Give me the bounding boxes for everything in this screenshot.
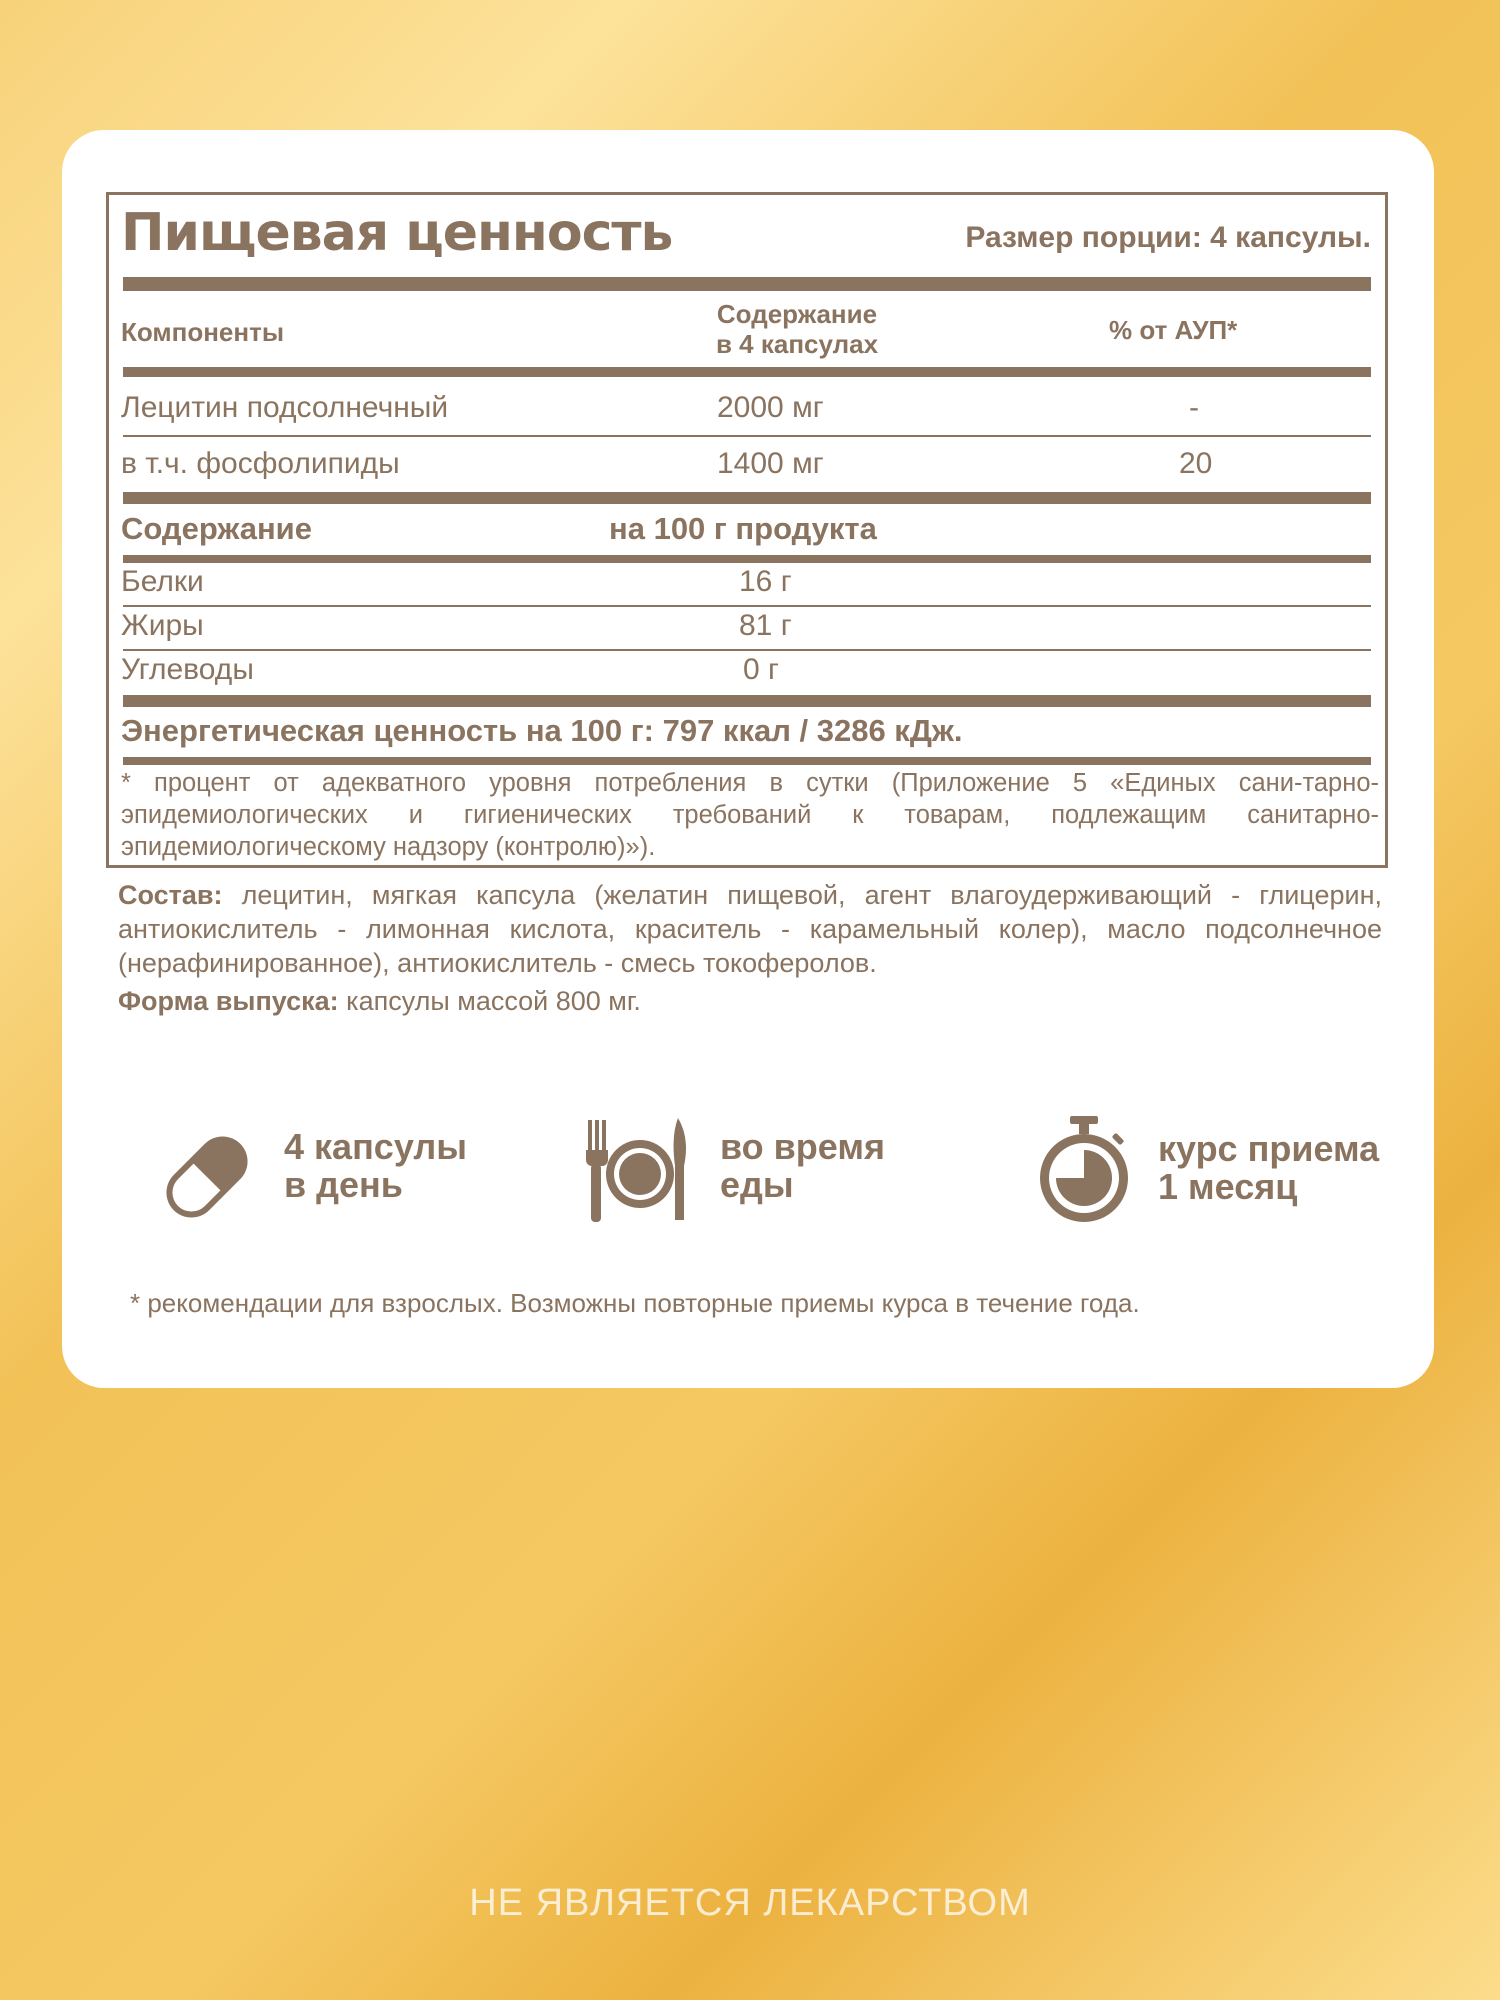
divider-thick bbox=[123, 695, 1371, 707]
course-line2: 1 месяц bbox=[1158, 1166, 1298, 1207]
macro-name: Белки bbox=[121, 565, 204, 598]
course-text bbox=[1158, 1130, 1379, 1206]
composition-label: Состав: bbox=[118, 880, 223, 910]
divider-thick bbox=[123, 492, 1371, 504]
macro-name: Жиры bbox=[121, 609, 204, 642]
recommendation-note: * рекомендации для взрослых. Возможны повторные приемы курса в течение года. bbox=[130, 1288, 1140, 1318]
header-content-line2: в 4 капсулах bbox=[715, 329, 879, 359]
row-percent: - bbox=[1189, 391, 1199, 424]
header-components: Компоненты bbox=[121, 317, 285, 347]
divider-header bbox=[123, 367, 1371, 377]
divider-row bbox=[123, 649, 1371, 651]
nutrition-facts-panel bbox=[106, 192, 1388, 868]
info-card bbox=[62, 130, 1434, 1388]
release-form-label: Форма выпуска: bbox=[118, 986, 339, 1016]
plate-cutlery-icon bbox=[582, 1114, 694, 1226]
row-percent: 20 bbox=[1179, 447, 1213, 480]
content-label: Содержание bbox=[121, 511, 312, 546]
composition-value: лецитин, мягкая капсула (желатин пищевой, агент влагоудерживающий - глицерин, антиокислитель - лимонная кислота, краситель - карамельный колер), масло подсолнечное (нерафинированное), антиокислитель - смесь токоферолов. bbox=[118, 880, 1382, 978]
row-amount: 2000 мг bbox=[717, 391, 824, 424]
macro-value: 81 г bbox=[739, 609, 792, 642]
capsule-icon bbox=[152, 1122, 262, 1232]
divider-medium bbox=[123, 555, 1371, 563]
nutrition-title: Пищевая ценность bbox=[121, 203, 673, 263]
release-form-value: капсулы массой 800 мг. bbox=[338, 986, 641, 1016]
course-line1: курс приема bbox=[1158, 1128, 1380, 1169]
row-amount: 1400 мг bbox=[717, 447, 824, 480]
energy-value: Энергетическая ценность на 100 г: 797 ккал / 3286 кДж. bbox=[121, 713, 963, 748]
dose-text bbox=[284, 1128, 467, 1204]
release-form bbox=[118, 984, 1382, 1018]
usage-icons-row bbox=[62, 1126, 1434, 1310]
serving-size: Размер порции: 4 капсулы. bbox=[965, 221, 1371, 254]
header-content bbox=[677, 299, 917, 359]
not-a-medicine-disclaimer: НЕ ЯВЛЯЕТСЯ ЛЕКАРСТВОМ bbox=[469, 1882, 1031, 1924]
meal-line2: еды bbox=[720, 1164, 794, 1205]
footnote: * процент от адекватного уровня потребления в сутки (Приложение 5 «Единых сани-тарно-эпидемиологических и гигиенических требований к товарам, подлежащим санитарно-эпидемиологическому надзору (контролю)»). bbox=[121, 769, 1379, 861]
stopwatch-icon bbox=[1034, 1114, 1134, 1226]
dose-line2: в день bbox=[284, 1164, 403, 1205]
macro-name: Углеводы bbox=[121, 653, 254, 686]
composition-text bbox=[118, 878, 1382, 980]
divider-row bbox=[123, 435, 1371, 437]
divider-row bbox=[123, 605, 1371, 607]
meal-line1: во время bbox=[720, 1126, 885, 1167]
dose-line1: 4 капсулы bbox=[284, 1126, 467, 1167]
meal-text bbox=[720, 1128, 885, 1204]
divider-medium bbox=[123, 757, 1371, 765]
macro-value: 0 г bbox=[743, 653, 779, 686]
row-name: Лецитин подсолнечный bbox=[121, 391, 449, 424]
macro-value: 16 г bbox=[739, 565, 792, 598]
row-name: в т.ч. фосфолипиды bbox=[121, 447, 400, 480]
composition-block bbox=[118, 878, 1382, 1018]
content-per-100g: на 100 г продукта bbox=[609, 511, 877, 546]
divider-thick bbox=[123, 277, 1371, 291]
header-content-line1: Содержание bbox=[716, 299, 878, 329]
header-percent: % от АУП* bbox=[1109, 315, 1238, 345]
